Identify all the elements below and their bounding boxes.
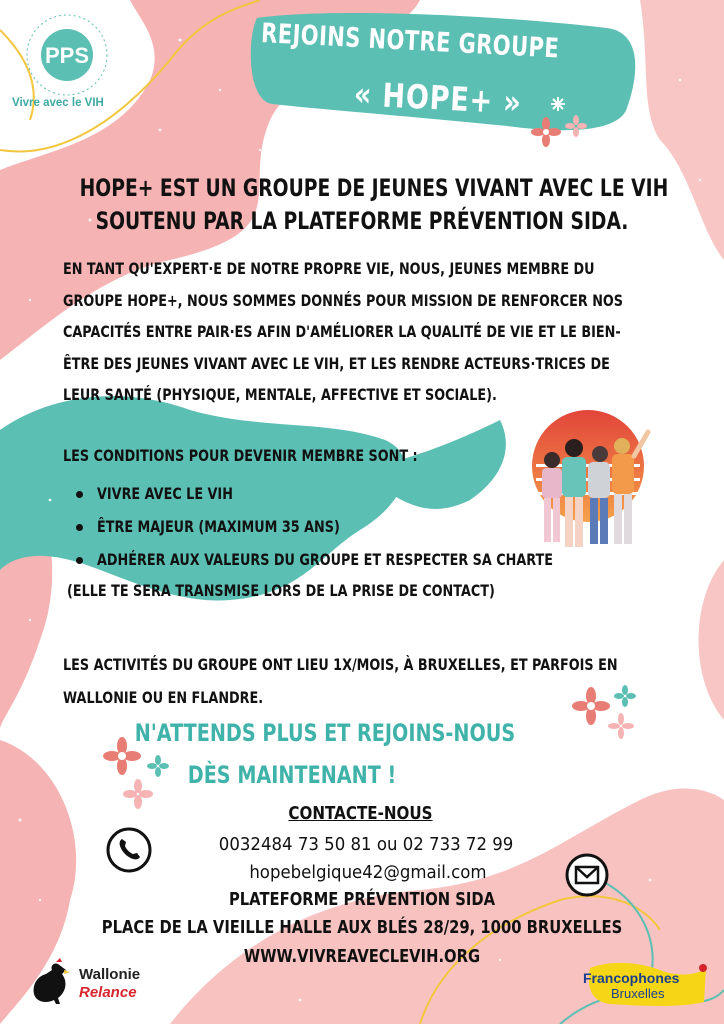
address-wrap (0, 917, 724, 938)
activities-line: LES ACTIVITÉS DU GROUPE ONT LIEU 1X/MOIS, À BRUXELLES, ET PARFOIS EN (63, 655, 618, 674)
phone-number[interactable]: 0032484 73 50 81 ou 02 733 72 99 (218, 834, 514, 855)
phone-number-wrap (0, 834, 724, 855)
intro-paragraph (63, 253, 724, 411)
condition-text: VIVRE AVEC LE VIH (97, 484, 233, 503)
intro-line: GROUPE HOPE+, NOUS SOMMES DONNÉS POUR MISSION DE RENFORCER NOS (63, 290, 624, 310)
cta-line2: DÈS MAINTENANT ! (187, 761, 397, 789)
intro-line: EN TANT QU'EXPERT·E DE NOTRE PROPRE VIE, NOUS, JEUNES MEMBRE DU (63, 259, 595, 278)
contact-title-wrap (0, 803, 724, 824)
wallonie-text: Wallonie (79, 966, 141, 983)
email-address[interactable]: hopebelgique42@gmail.com (249, 862, 487, 883)
main-heading (0, 172, 724, 238)
cta-line2-wrap (0, 761, 724, 789)
logo-tagline: Vivre avec le VIH (12, 97, 104, 109)
conditions-note: (ELLE TE SERA TRANSMISE LORS DE LA PRISE DE CONTACT) (67, 581, 495, 600)
cta-line1: N'ATTENDS PLUS ET REJOINS-NOUS (134, 719, 516, 747)
bullet-dot (76, 491, 83, 498)
banner-line2: « HOPE+ » (352, 74, 523, 122)
address: PLACE DE LA VIEILLE HALLE AUX BLÉS 28/29, 1000 BRUXELLES (101, 917, 623, 938)
bullet-dot (76, 557, 83, 564)
website-link[interactable]: WWW.VIVREAVECLEVIH.ORG (243, 946, 481, 967)
bruxelles-text: Bruxelles (611, 986, 665, 1001)
conditions-title: LES CONDITIONS POUR DEVENIR MEMBRE SONT : (63, 446, 418, 465)
bullet-dot (76, 524, 83, 531)
activities-line: WALLONIE OU EN FLANDRE. (63, 688, 264, 707)
people-illustration (522, 402, 658, 552)
banner-line1: REJOINS NOTRE GROUPE (260, 18, 560, 65)
org-wrap (0, 889, 724, 910)
contact-title: CONTACTE-NOUS (288, 803, 433, 824)
intro-line: ÊTRE DES JEUNES VIVANT AVEC LE VIH, ET LES RENDRE ACTEURS·TRICES DE (63, 353, 610, 373)
rooster-icon (28, 958, 74, 1006)
intro-line: LEUR SANTÉ (PHYSIQUE, MENTALE, AFFECTIVE ET SOCIALE). (63, 385, 497, 404)
email-wrap (0, 862, 724, 883)
svg-text:PPS: PPS (44, 43, 90, 68)
cta-line1-wrap (0, 719, 724, 747)
flower-icon (520, 92, 600, 152)
heading-line1: HOPE+ EST UN GROUPE DE JEUNES VIVANT AVEC LE VIH (79, 174, 669, 202)
pps-logo (14, 10, 120, 100)
relance-text: Relance (79, 984, 137, 1001)
francophones-text: Francophones (583, 970, 680, 986)
heading-line2: SOUTENU PAR LA PLATEFORME PRÉVENTION SIDA. (95, 207, 629, 235)
condition-text: ÊTRE MAJEUR (MAXIMUM 35 ANS) (97, 517, 340, 536)
org-name: PLATEFORME PRÉVENTION SIDA (228, 889, 496, 910)
condition-text: ADHÉRER AUX VALEURS DU GROUPE ET RESPECTER SA CHARTE (97, 550, 553, 569)
intro-line: CAPACITÉS ENTRE PAIR·ES AFIN D'AMÉLIORER LA QUALITÉ DE VIE ET LE BIEN- (63, 322, 621, 341)
